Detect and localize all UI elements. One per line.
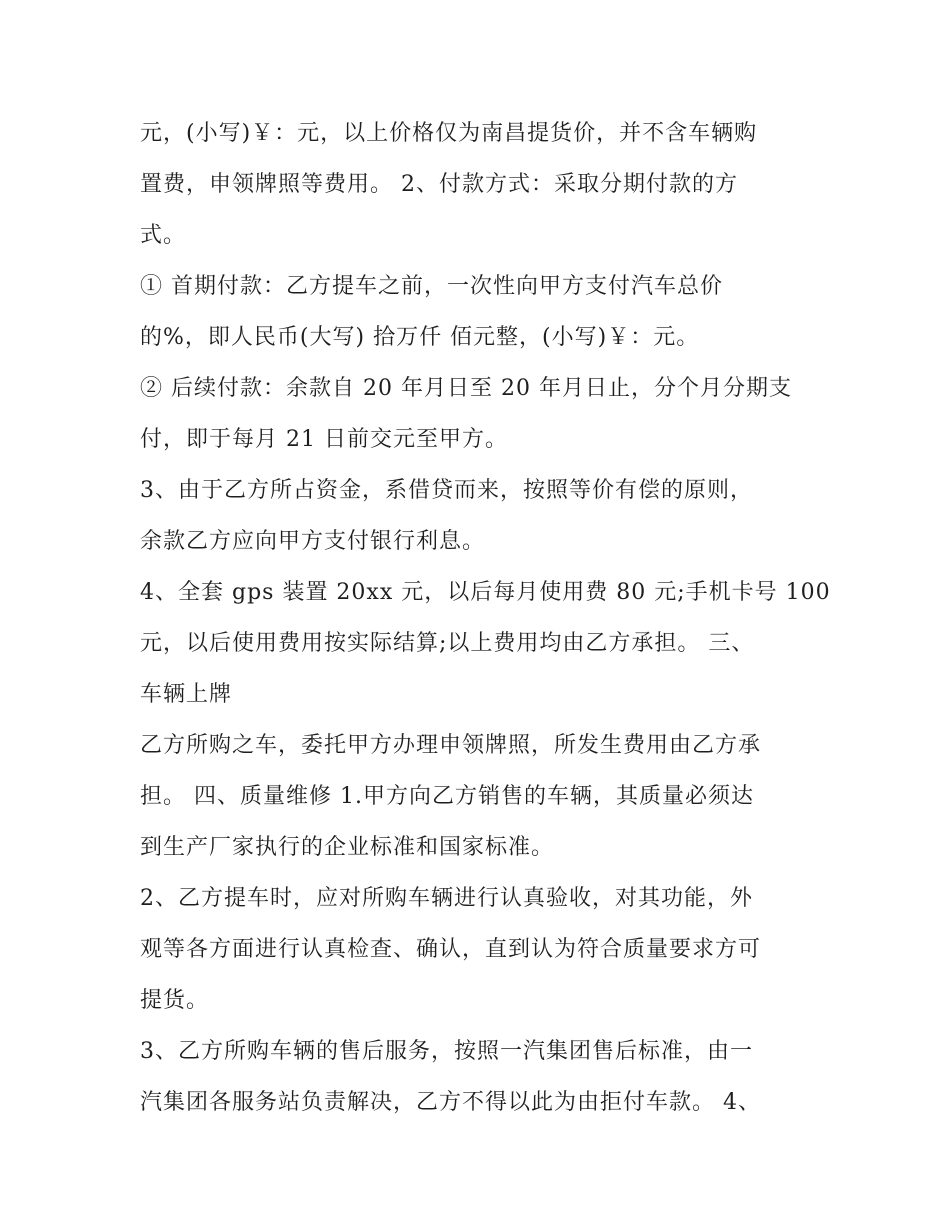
text-line: 置费，申领牌照等费用。 2、付款方式：采取分期付款的方 [140, 172, 738, 197]
paragraph-interest [140, 465, 820, 567]
text-line: 4、全套 gps 装置 20xx 元，以后每月使用费 80 元;手机卡号 100 [140, 580, 831, 605]
paragraph-subsequent-payment [140, 363, 820, 465]
text-line: 余款乙方应向甲方支付银行利息。 [140, 529, 486, 554]
text-line: 担。 四、质量维修 1.甲方向乙方销售的车辆，其质量必须达 [140, 784, 754, 809]
paragraph-price-and-payment-method [140, 108, 820, 261]
text-line: 式。 [140, 223, 187, 248]
text-line: ① 首期付款：乙方提车之前，一次性向甲方支付汽车总价 [140, 274, 723, 299]
text-line: 到生产厂家执行的企业标准和国家标准。 [140, 835, 555, 860]
text-line: 元，以后使用费用按实际结算;以上费用均由乙方承担。 三、 [140, 631, 755, 656]
paragraph-first-payment [140, 261, 820, 363]
text-line: ② 后续付款：余款自 20 年月日至 20 年月日止，分个月分期支 [140, 376, 792, 401]
text-line: 的%，即人民币(大写) 拾万仟 佰元整，(小写)￥：元。 [140, 325, 700, 350]
text-line: 车辆上牌 [140, 682, 233, 707]
text-line: 观等各方面进行认真检查、确认，直到认为符合质量要求方可 [140, 937, 762, 962]
text-line: 3、乙方所购车辆的售后服务，按照一汽集团售后标准，由一 [140, 1039, 753, 1064]
text-line: 3、由于乙方所占资金，系借贷而来，按照等价有偿的原则， [140, 478, 753, 503]
paragraph-registration-and-quality [140, 720, 820, 873]
paragraph-inspection [140, 873, 820, 1026]
text-line: 汽集团各服务站负责解决，乙方不得以此为由拒付车款。 4、 [140, 1090, 761, 1115]
text-line: 元，(小写)￥：元，以上价格仅为南昌提货价，并不含车辆购 [140, 121, 758, 146]
document-body [140, 108, 831, 1128]
text-line: 提货。 [140, 988, 210, 1013]
text-line: 乙方所购之车，委托甲方办理申领牌照，所发生费用由乙方承 [140, 733, 762, 758]
text-line: 付，即于每月 21 日前交元至甲方。 [140, 427, 508, 452]
text-line: 2、乙方提车时，应对所购车辆进行认真验收，对其功能，外 [140, 886, 753, 911]
paragraph-gps-device [140, 567, 831, 720]
paragraph-after-sales-service [140, 1026, 820, 1128]
